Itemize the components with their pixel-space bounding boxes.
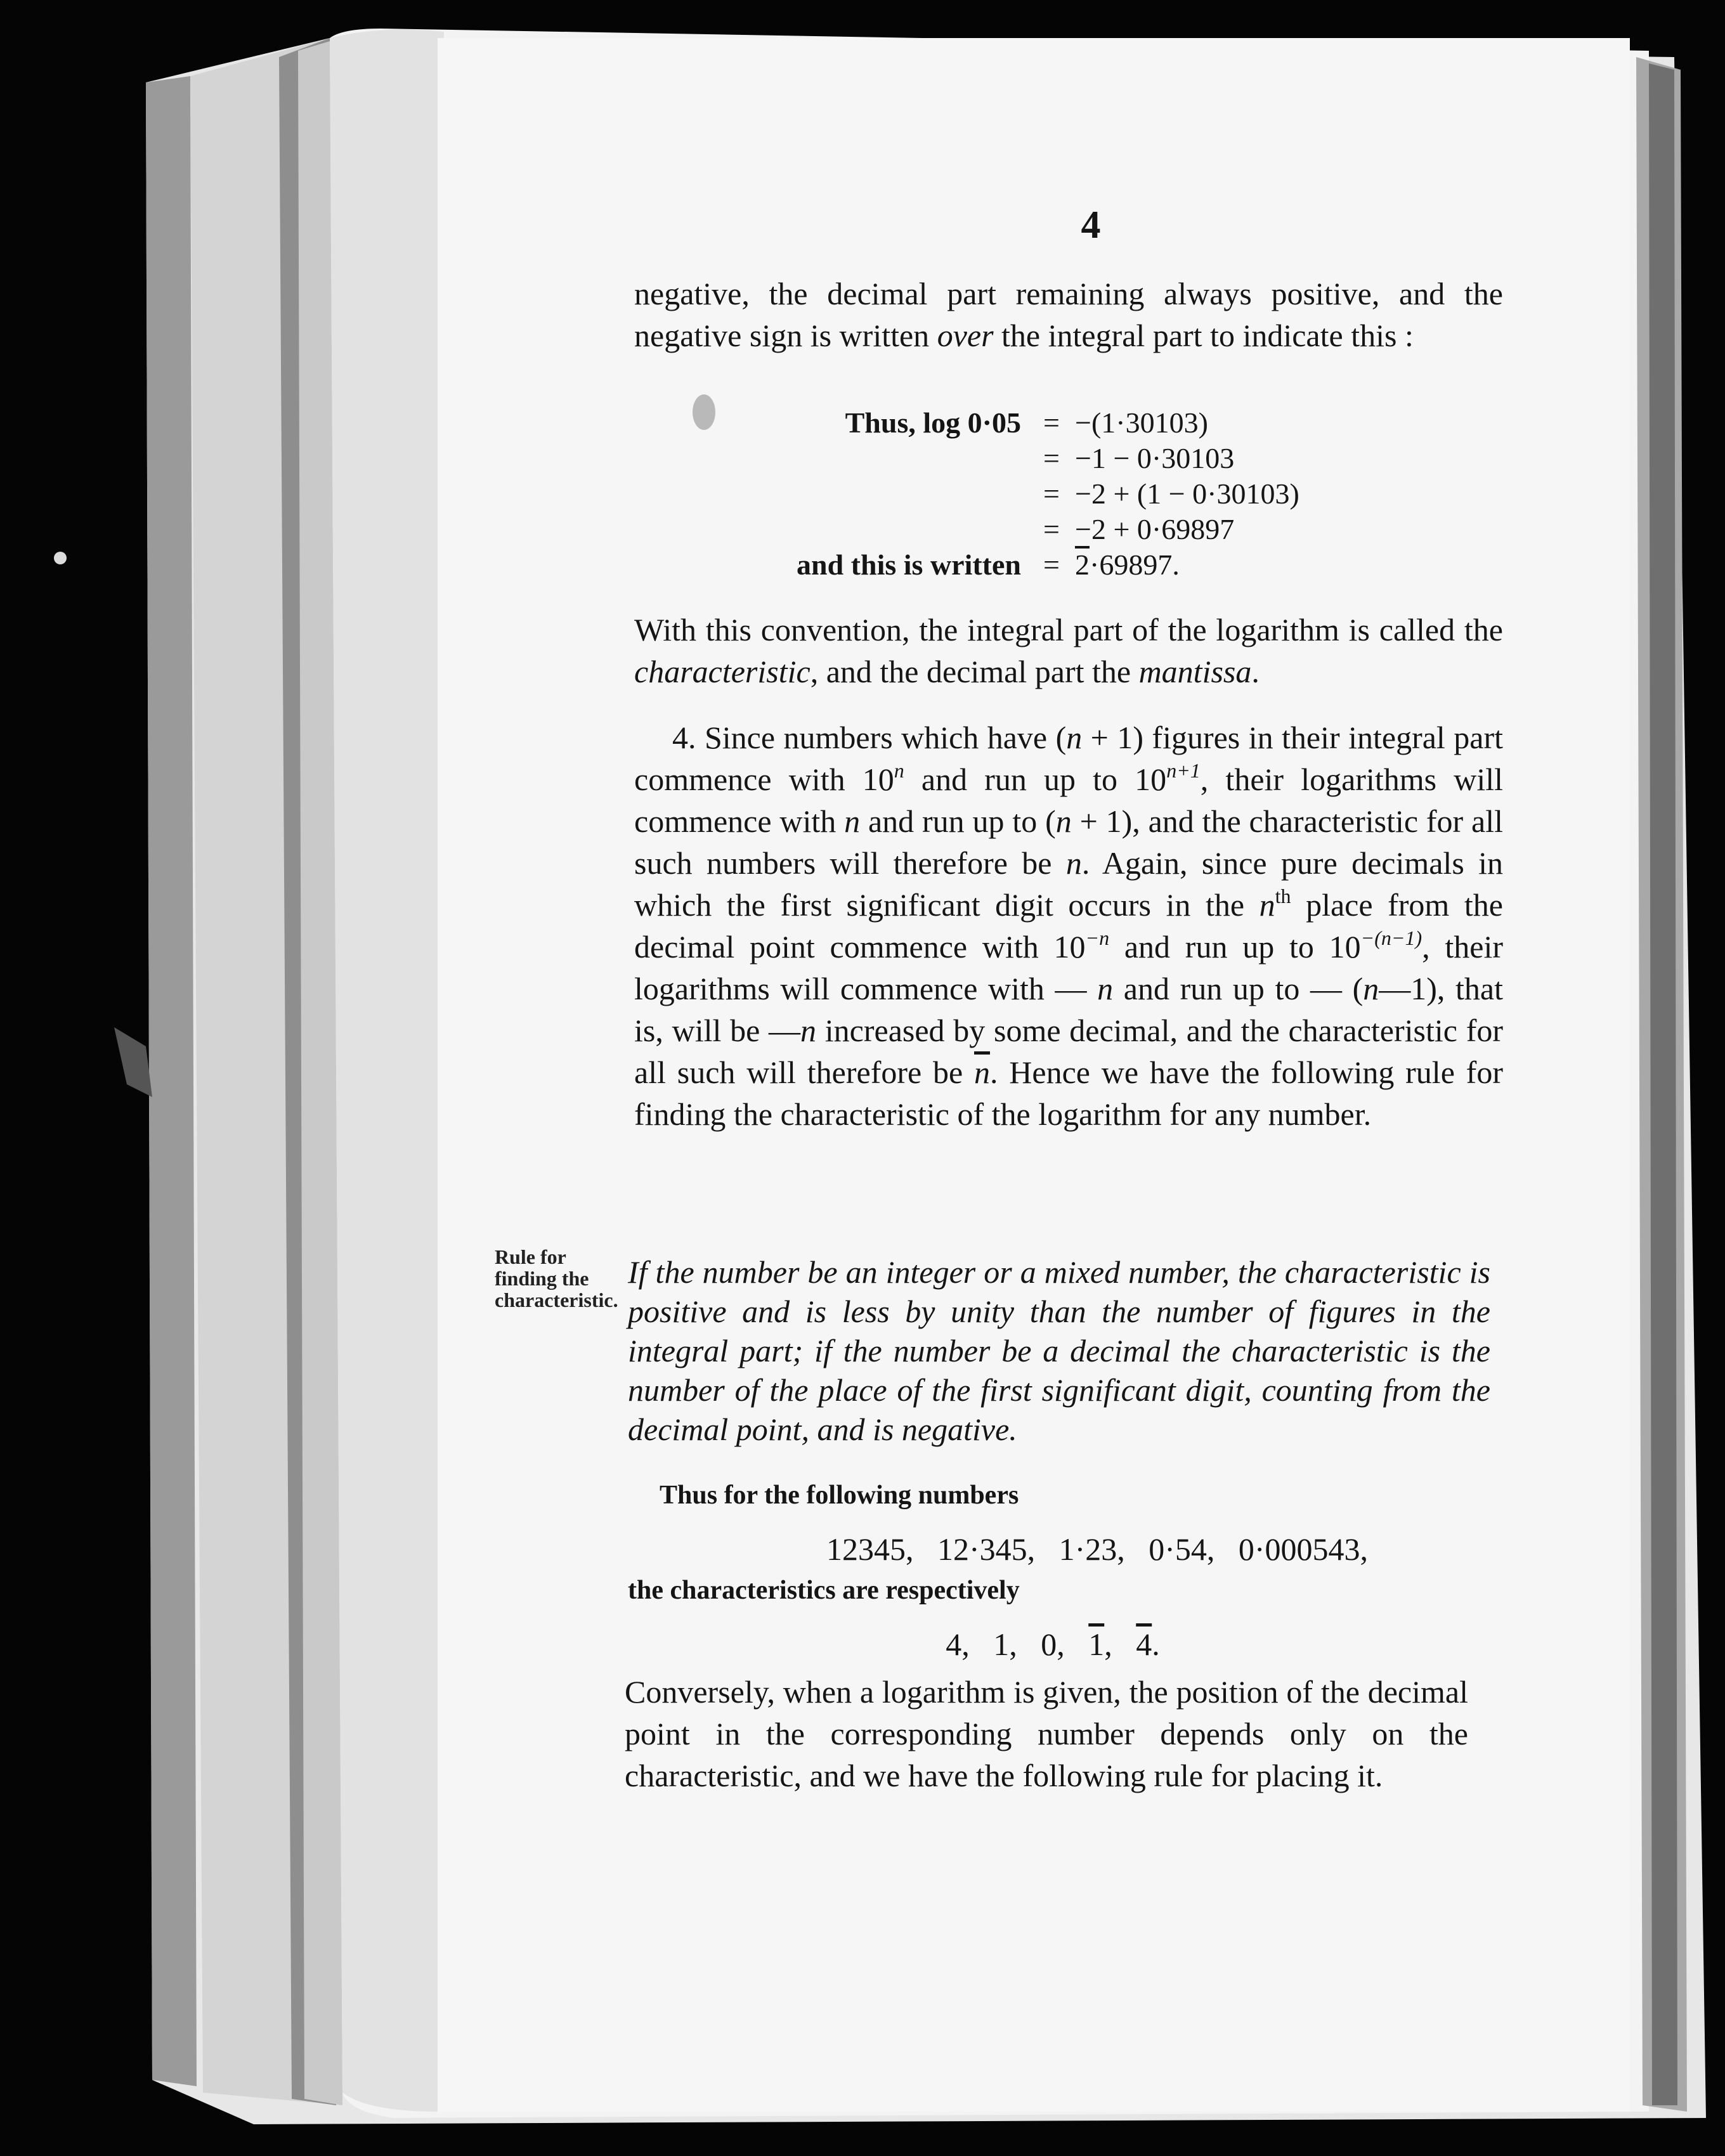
bar-one: 1 (1088, 1627, 1105, 1662)
equation-rhs (1075, 548, 1180, 581)
s4-text: . Hence we have the following rule for finding the characteristic of the logarithm for any number. (634, 1055, 1503, 1132)
s4-text: , their logarithms will commence with — (634, 929, 1503, 1006)
s4-var-n: n (844, 803, 861, 839)
s4-var-n: n (1259, 887, 1275, 923)
s4-text: . Again, since pure decimals in which the first significant digit occurs in the (634, 845, 1503, 923)
equation-equals: = (1043, 406, 1060, 439)
s4-text: and run up to ( (860, 803, 1056, 839)
examples-numbers-text: 12345, 12·345, 1·23, 0·54, 0·000543, (826, 1531, 1369, 1567)
bar-four: 4 (1136, 1627, 1152, 1662)
equation-equals: = (1043, 549, 1060, 581)
intro-term-over: over (937, 318, 994, 353)
conversely-paragraph (625, 1671, 1468, 1796)
s4-var-n: n (1066, 720, 1083, 755)
main-page-inner-curl (330, 30, 444, 2112)
equation-rhs-rest: ·69897. (1090, 549, 1180, 581)
chars-text: 4, 1, 0, (946, 1627, 1089, 1662)
s4-text: place from the decimal point commence with 10 (634, 887, 1503, 964)
s4-superscript: −n (1085, 926, 1110, 950)
characteristic-rule: If the number be an integer or a mixed number, the characteristic is positive and is less by unity than the number of figures in the integral part; if the number be a decimal the characteristic is the number of the place of the first significant digit, counting from the decimal point, and is negative. (628, 1254, 1490, 1447)
intro-text-a: negative, the decimal part remaining always positive, and the negative sign is written (634, 276, 1503, 353)
examples-mid-text: the characteristics are respectively (628, 1576, 1020, 1605)
s4-text: , their logarithms will commence with (634, 762, 1503, 839)
characteristics-list (634, 1623, 1471, 1665)
equation-equals: = (1043, 477, 1060, 510)
s4-text: + 1), and the characteristic for all such numbers will therefore be (634, 803, 1503, 881)
s4-var-n: n (1363, 971, 1379, 1006)
convention-paragraph (634, 609, 1503, 692)
convention-text-a: With this convention, the integral part of the logarithm is called the (634, 612, 1503, 647)
equation-lhs: Thus, log 0·05 (845, 406, 1021, 439)
convention-text-c: . (1251, 654, 1260, 689)
examples-mid (628, 1569, 1452, 1611)
equation-rhs: −2 + (1 − 0·30103) (1075, 477, 1299, 510)
s4-superscript: −(n−1) (1360, 926, 1422, 950)
s4-text: 4. Since numbers which have ( (672, 720, 1067, 755)
term-characteristic: characteristic (634, 654, 810, 689)
term-mantissa: mantissa (1138, 654, 1252, 689)
equation-lhs: and this is written (797, 549, 1021, 581)
margin-note: Rule for finding the characteristic. (495, 1245, 618, 1311)
bar-characteristic: 2 (1075, 549, 1090, 581)
dust-speck (54, 552, 67, 564)
s4-var-n-bar: $\overline{n}$ (974, 1055, 990, 1090)
convention-text (634, 609, 1503, 692)
s4-var-n: n (1065, 845, 1082, 881)
s4-var-n: n (1097, 971, 1114, 1006)
s4-text: and run up to — ( (1113, 971, 1364, 1006)
left-fold-shadow (146, 76, 197, 2086)
equation-equals: = (1043, 513, 1060, 545)
intro-paragraph (634, 273, 1503, 356)
equation-equals: = (1043, 442, 1060, 474)
examples-numbers (634, 1528, 1560, 1570)
right-edge-shadow (1649, 63, 1677, 2105)
examples-intro-text: Thus for the following numbers (660, 1481, 1019, 1510)
stain-mark (693, 394, 715, 430)
s4-superscript: n+1 (1166, 759, 1201, 783)
chars-end: . (1152, 1627, 1160, 1662)
examples-intro (660, 1474, 1484, 1516)
equation-rhs: −1 − 0·30103 (1075, 442, 1235, 474)
chars-sep: , (1104, 1627, 1136, 1662)
intro-text (634, 273, 1503, 356)
s4-text: + 1) figures in their integral part commence with 10 (634, 720, 1503, 797)
section-4-paragraph (634, 717, 1503, 1135)
s4-text: increased by some decimal, and the characteristic for all such will therefore be (634, 1013, 1504, 1090)
s4-superscript-th: th (1275, 885, 1291, 908)
intro-text-b: the integral part to indicate this : (993, 318, 1414, 353)
equation-rhs: −(1·30103) (1075, 406, 1208, 439)
s4-text: and run up to 10 (1109, 929, 1361, 964)
section-4-text (634, 717, 1503, 1135)
s4-var-n: n (800, 1013, 817, 1048)
s4-text: and run up to 10 (904, 762, 1167, 797)
conversely-text: Conversely, when a logarithm is given, the position of the decimal point in the corresponding number depends only on the characteristic, and we have the following rule for placing it. (625, 1674, 1468, 1793)
equation-rhs: −2 + 0·69897 (1075, 513, 1235, 545)
s4-superscript: n (894, 759, 904, 783)
examples-characteristics (634, 1623, 1471, 1665)
s4-text: —1), that is, will be — (634, 971, 1503, 1048)
s4-var-n: n (1055, 803, 1072, 839)
page-number: 4 (1081, 204, 1101, 247)
convention-text-b: , and the decimal part the (810, 654, 1139, 689)
